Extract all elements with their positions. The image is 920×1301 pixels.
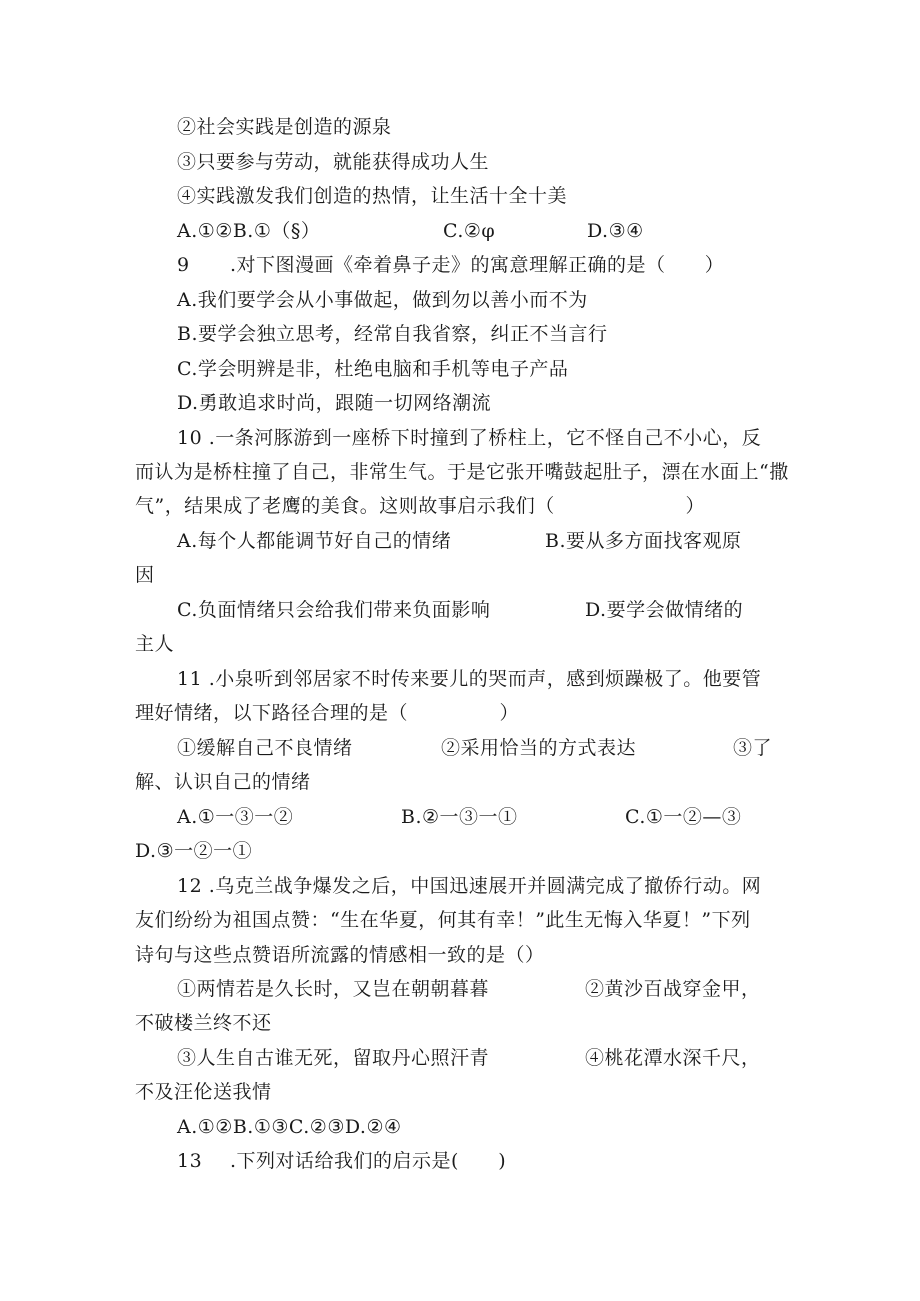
option-line-cont: 不及汪伦送我情 [135,1081,272,1103]
answer-choice-d: D.要学会做情绪的 [585,599,744,621]
question-stem: 12 .乌克兰战争爆发之后，中国迅速展开并圆满完成了撤侨行动。网 [177,875,762,897]
question-stem: 10 .一条河豚游到一座桥下时撞到了桥柱上，它不怪自己不小心，反 [177,427,762,449]
option-line: ①两情若是久长时，又岂在朝朝暮暮 [177,978,490,1000]
answer-choices: A.①②B.①③C.②③D.②④ [177,1116,402,1138]
option-line: ②社会实践是创造的源泉 [177,116,392,138]
answer-choice: C.学会明辨是非，杜绝电脑和手机等电子产品 [177,358,569,380]
answer-choice-d: D.③④ [587,220,644,242]
answer-choice-c: C.负面情绪只会给我们带来负面影响 [177,599,491,621]
answer-choice: D.勇敢追求时尚，跟随一切网络潮流 [177,392,492,414]
answer-choice-d: D.③一②一① [135,840,253,862]
answer-choice-cont: 因 [135,564,155,586]
question-stem: .对下图漫画《牵着鼻子走》的寓意理解正确的是（ ） [230,254,725,276]
answer-choice-c: C.①一②—③ [625,806,742,828]
answer-choice-cont: 主人 [135,633,175,655]
option-line: ①缓解自己不良情绪 [177,737,353,759]
question-stem-cont: 气”，结果成了老鹰的美食。这则故事启示我们（ ） [135,495,706,517]
answer-choice-c: C.②φ [443,220,496,242]
question-stem-cont: 理好情绪，以下路径合理的是（ ） [135,702,520,724]
question-stem: .下列对话给我们的启示是( ) [230,1150,507,1172]
option-line: ②黄沙百战穿金甲， [585,978,761,1000]
answer-choice-b: B.②一③一① [401,806,518,828]
question-number: 9 [177,254,190,276]
answer-choice: B.要学会独立思考，经常自我省察，纠正不当言行 [177,323,608,345]
answer-choice-a-b: A.①②B.①（§） [177,220,321,242]
question-number: 13 [177,1150,203,1172]
option-line-cont: 解、认识自己的情绪 [135,771,311,793]
option-line: ③了 [733,737,773,759]
option-line: ②采用恰当的方式表达 [441,737,637,759]
option-line: ③人生自古谁无死，留取丹心照汗青 [177,1047,490,1069]
question-stem-cont: 友们纷纷为祖国点赞：“生在华夏，何其有幸！”此生无悔入华夏！”下列 [135,909,751,931]
answer-choice-a: A.每个人都能调节好自己的情绪 [177,530,452,552]
option-line: ④实践激发我们创造的热情，让生活十全十美 [177,185,568,207]
question-stem-cont: 而认为是桥柱撞了自己，非常生气。于是它张开嘴鼓起肚子，漂在水面上“撒 [135,461,789,483]
question-stem-cont: 诗句与这些点赞语所流露的情感相一致的是（） [135,944,545,966]
question-stem: 11 .小泉听到邻居家不时传来要儿的哭而声，感到烦躁极了。他要管 [177,668,762,690]
answer-choice-b: B.要从多方面找客观原 [545,530,742,552]
option-line: ④桃花潭水深千尺， [585,1047,761,1069]
answer-choice-a: A.①一③一② [177,806,294,828]
option-line-cont: 不破楼兰终不还 [135,1012,272,1034]
answer-choice: A.我们要学会从小事做起，做到勿以善小而不为 [177,289,588,311]
option-line: ③只要参与劳动，就能获得成功人生 [177,151,490,173]
